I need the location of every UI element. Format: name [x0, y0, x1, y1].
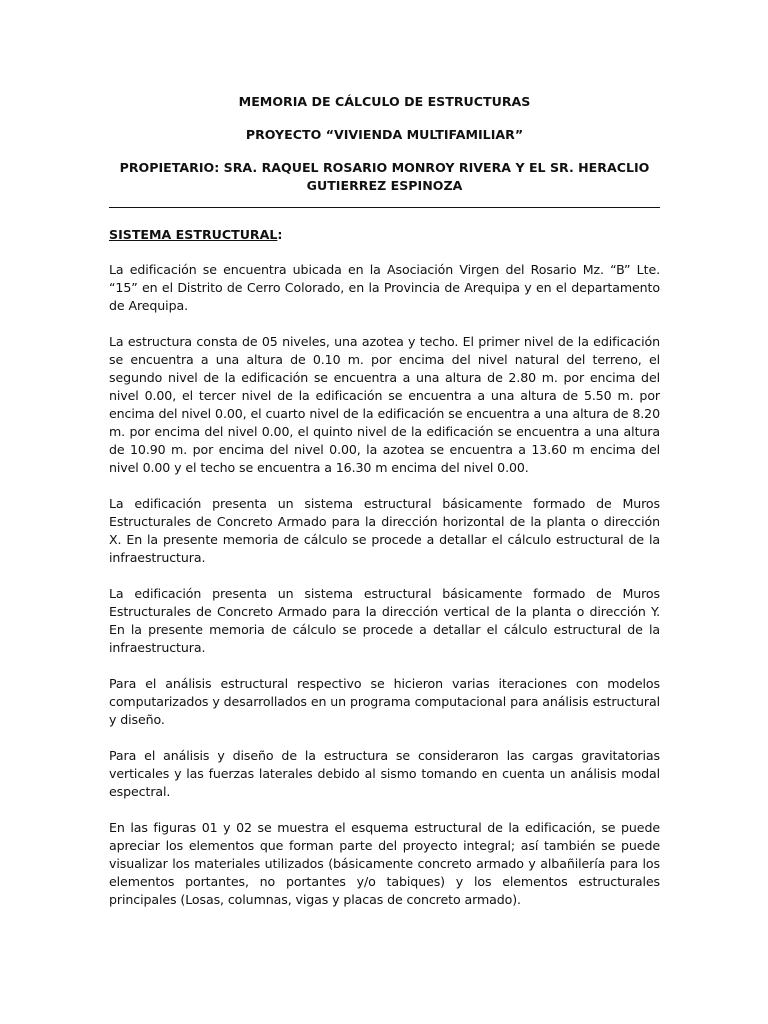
paragraph-levels: La estructura consta de 05 niveles, una azotea y techo. El primer nivel de la edificación se encuentra a una altura de 0.10 m. por encima del nivel natural del terreno, el segundo nivel de la edificación se encuentra a una altura de 2.80 m. por encima del nivel 0.00, el tercer nivel de la edificación se encuentra a una altura de 5.50 m. por encima del nivel 0.00, el cuarto nivel de la edificación se encuentra a una altura de 8.20 m. por encima del nivel 0.00, el quinto nivel de la edificación se encuentra a una altura de 10.90 m. por encima del nivel 0.00, la azotea se encuentra a 13.60 m encima del nivel 0.00 y el techo se encuentra a 16.30 m encima del nivel 0.00.: [109, 334, 660, 475]
document-title: MEMORIA DE CÁLCULO DE ESTRUCTURAS: [238, 94, 531, 109]
document-content: [109, 93, 660, 927]
paragraph-figures: En las figuras 01 y 02 se muestra el esquema estructural de la edificación, se puede apreciar los elementos que forman parte del proyecto integral; así también se puede visualizar los materiales utilizados (básicamente concreto armado y albañilería para los elementos portantes, no portantes y/o tabiques) y los elementos estructurales principales (Losas, columnas, vigas y placas de concreto armado).: [109, 820, 660, 907]
paragraph-system-x: La edificación presenta un sistema estructural básicamente formado de Muros Estructurales de Concreto Armado para la dirección horizontal de la planta o dirección X. En la presente memoria de cálculo se procede a detallar el cálculo estructural de la infraestructura.: [109, 496, 660, 565]
owner-line: PROPIETARIO: SRA. RAQUEL ROSARIO MONROY RIVERA Y EL SR. HERACLIO GUTIERREZ ESPINOZA: [119, 160, 650, 193]
section-heading-colon: :: [277, 227, 283, 242]
project-name: PROYECTO “VIVIENDA MULTIFAMILIAR”: [245, 127, 524, 142]
section-heading: [109, 226, 660, 244]
paragraph-system-y: La edificación presenta un sistema estructural básicamente formado de Muros Estructurales de Concreto Armado para la dirección vertical de la planta o dirección Y. En la presente memoria de cálculo se procede a detallar el cálculo estructural de la infraestructura.: [109, 586, 660, 655]
paragraph-location: La edificación se encuentra ubicada en la Asociación Virgen del Rosario Mz. “B” Lte. “15” en el Distrito de Cerro Colorado, en la Provincia de Arequipa y en el departamento de Arequipa.: [109, 262, 660, 313]
section-heading-text: SISTEMA ESTRUCTURAL: [109, 227, 278, 242]
paragraph-analysis: Para el análisis estructural respectivo se hicieron varias iteraciones con modelos computarizados y desarrollados en un programa computacional para análisis estructural y diseño.: [109, 676, 660, 727]
paragraph-loads: Para el análisis y diseño de la estructura se consideraron las cargas gravitatorias verticales y las fuerzas laterales debido al sismo tomando en cuenta un análisis modal espectral.: [109, 748, 660, 799]
header-divider: [109, 207, 660, 208]
